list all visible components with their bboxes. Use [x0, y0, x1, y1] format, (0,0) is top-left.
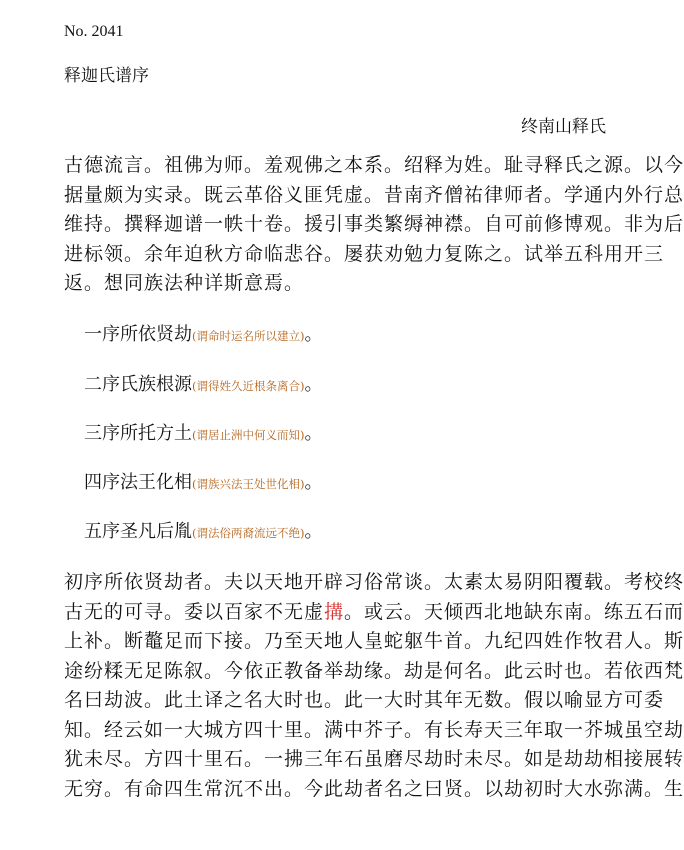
author-line: 终南山释氏: [521, 117, 606, 137]
intro-line: 古德流言。祖佛为师。羞观佛之本系。绍释为姓。耻寻释氏之源。以今: [64, 154, 684, 176]
toc-end: 。: [304, 423, 323, 444]
body-line: [64, 598, 684, 628]
toc-note: (谓族兴法王处世化相): [192, 477, 305, 491]
body-line: 上补。断鼇足而下接。乃至天地人皇蛇躯牛首。九纪四姓作牧君人。斯: [64, 630, 684, 652]
toc-label: 三序所托方土: [84, 423, 192, 444]
intro-paragraph: [64, 151, 684, 299]
intro-line: 返。想同族法种详斯意焉。: [64, 272, 305, 294]
toc-label: 五序圣凡后胤: [84, 521, 192, 542]
intro-line: 维持。撰释迦谱一帙十卷。援引事类繁缛神襟。自可前修博观。非为后: [64, 213, 684, 235]
toc-label: 一序所依贤劫: [84, 324, 192, 345]
body-line: 名曰劫波。此土译之名大时也。此一大时其年无数。假以喻显方可委: [64, 689, 665, 711]
document-title: 释迦氏谱序: [64, 66, 149, 86]
toc-note: (谓命时运名所以建立): [192, 329, 305, 343]
toc-note: (谓法俗两裔流远不绝): [192, 526, 305, 540]
intro-line: 进标领。余年迫秋方命临悲谷。屡获劝勉力复陈之。试举五科用开三: [64, 242, 665, 265]
body-line: 初序所依贤劫者。夫以天地开辟习俗常谈。太素太易阴阳覆载。考校终: [64, 571, 684, 593]
body-line: 知。经云如一大城方四十里。满中芥子。有长寿天三年取一芥城虽空劫: [64, 718, 684, 741]
toc-item: [84, 323, 322, 348]
toc-item: [84, 422, 322, 447]
toc-item: [84, 373, 322, 398]
intro-line: 据量颇为实录。既云革俗义匪凭虚。昔南齐僧祐律师者。学通内外行总: [64, 183, 684, 206]
body-text: 古无的可寻。委以百家不无虚: [64, 600, 325, 623]
toc-end: 。: [304, 374, 323, 395]
toc-end: 。: [304, 521, 323, 542]
document-number: No. 2041: [64, 23, 124, 40]
toc-item: [84, 520, 322, 545]
toc-end: 。: [304, 324, 323, 345]
body-paragraph: [64, 568, 684, 804]
body-line: 犹未尽。方四十里石。一拂三年石虽磨尽劫时未尽。如是劫劫相接展转: [64, 748, 684, 770]
body-line: 无穷。有命四生常沉不出。今此劫者名之曰贤。以劫初时大水弥满。生: [64, 777, 684, 800]
toc-label: 四序法王化相: [84, 472, 192, 493]
toc-label: 二序氏族根源: [84, 374, 192, 395]
variant-character: 搆: [324, 600, 345, 623]
toc-note: (谓居止洲中何义而知): [192, 428, 305, 442]
toc-end: 。: [304, 472, 323, 493]
toc-item: [84, 471, 322, 496]
body-text: 。或云。天倾西北地缺东南。练五石而: [344, 600, 684, 623]
body-line: 途纷糅无足陈叙。今依正教备举劫缘。劫是何名。此云时也。若依西梵: [64, 659, 684, 682]
toc-note: (谓得姓久近根条离合): [192, 379, 305, 393]
